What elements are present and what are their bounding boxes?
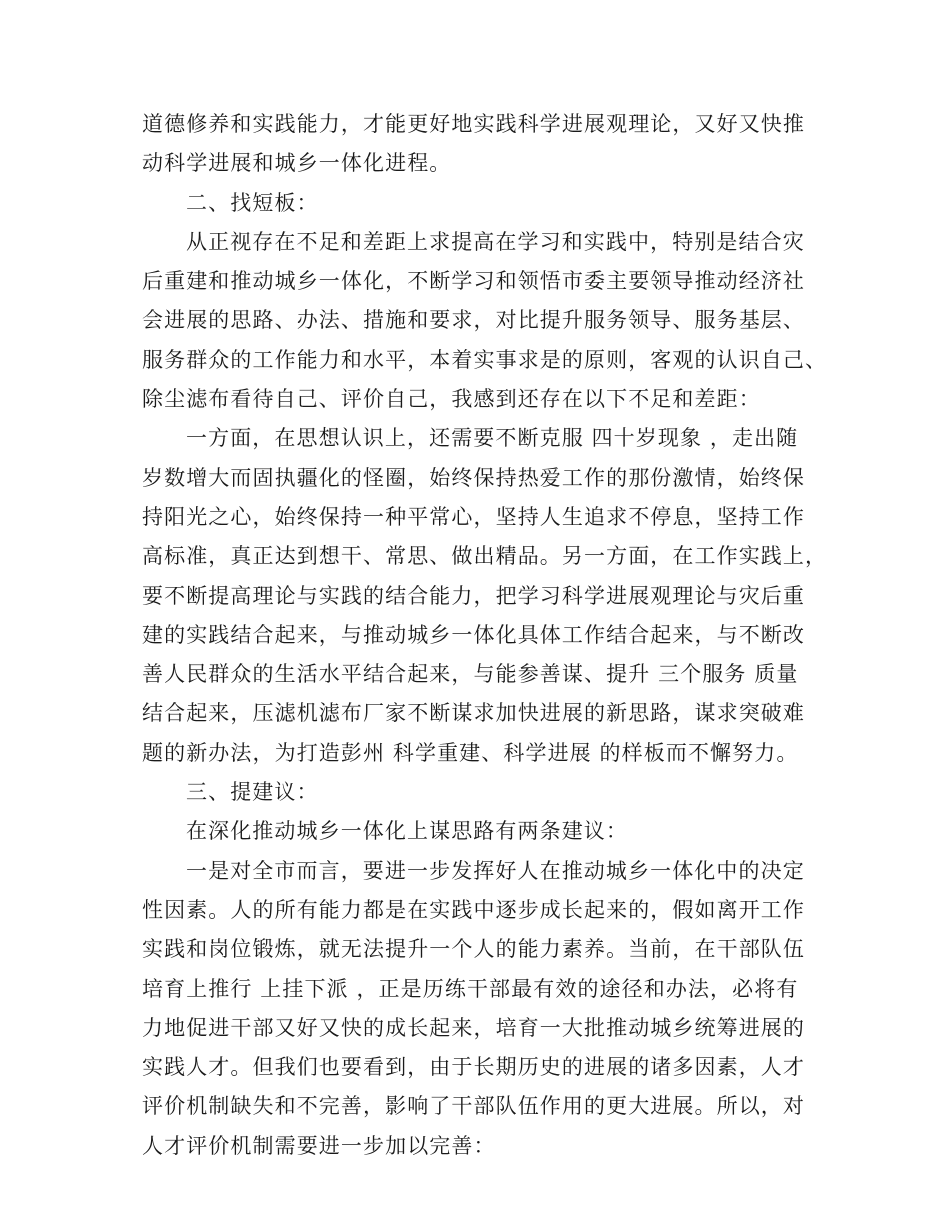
text-line: 实践人才。但我们也要看到，由于长期历史的进展的诸多因素，人才 <box>142 1055 805 1080</box>
paragraph-start-line: 一是对全市而言，要进一步发挥好人在推动城乡一体化中的决定 <box>186 858 805 883</box>
text-line: 善人民群众的生活水平结合起来，与能参善谋、提升 三个服务 质量 <box>142 662 799 687</box>
text-line: 后重建和推动城乡一体化，不断学习和领悟市委主要领导推动经济社 <box>142 269 805 294</box>
text-line: 持阳光之心，始终保持一种平常心，坚持人生追求不停息，坚持工作 <box>142 504 805 529</box>
text-line: 除尘滤布看待自己、评价自己，我感到还存在以下不足和差距： <box>142 387 761 412</box>
text-line: 动科学进展和城乡一体化进程。 <box>142 151 452 176</box>
text-line: 题的新办法，为打造彭州 科学重建、科学进展 的样板而不懈努力。 <box>142 740 799 765</box>
paragraph-start-line: 从正视存在不足和差距上求提高在学习和实践中，特别是结合灾 <box>186 229 805 254</box>
text-line: 要不断提高理论与实践的结合能力，把学习科学进展观理论与灾后重 <box>142 583 805 608</box>
text-line: 建的实践结合起来，与推动城乡一体化具体工作结合起来，与不断改 <box>142 622 805 647</box>
text-line: 力地促进干部又好又快的成长起来，培育一大批推动城乡统筹进展的 <box>142 1015 805 1040</box>
document-body <box>142 105 828 1166</box>
text-line: 会进展的思路、办法、措施和要求，对比提升服务领导、服务基层、 <box>142 308 805 333</box>
text-line: 性因素。人的所有能力都是在实践中逐步成长起来的，假如离开工作 <box>142 897 805 922</box>
text-line: 道德修养和实践能力，才能更好地实践科学进展观理论，又好又快推 <box>142 112 805 136</box>
text-line: 高标准，真正达到想干、常思、做出精品。另一方面，在工作实践上， <box>142 544 828 569</box>
text-line: 实践和岗位锻炼，就无法提升一个人的能力素养。当前，在干部队伍 <box>142 937 805 962</box>
paragraph-start-line: 一方面，在思想认识上，还需要不断克服 四十岁现象 ，走出随 <box>186 426 799 451</box>
text-line: 培育上推行 上挂下派 ，正是历练干部最有效的途径和办法，必将有 <box>142 976 799 1001</box>
paragraph-start-line: 在深化推动城乡一体化上谋思路有两条建议： <box>186 819 628 844</box>
paragraph-start-line: 三、提建议： <box>186 780 319 805</box>
text-line: 结合起来，压滤机滤布厂家不断谋求加快进展的新思路，谋求突破难 <box>142 701 805 726</box>
text-line: 人才评价机制需要进一步加以完善： <box>142 1133 496 1158</box>
text-line: 服务群众的工作能力和水平，本着实事求是的原则，客观的认识自己、 <box>142 347 828 372</box>
paragraph-start-line: 二、找短板： <box>186 190 319 215</box>
text-line: 评价机制缺失和不完善，影响了干部队伍作用的更大进展。所以，对 <box>142 1094 805 1119</box>
text-line: 岁数增大而固执疆化的怪圈，始终保持热爱工作的那份激情，始终保 <box>142 465 805 490</box>
